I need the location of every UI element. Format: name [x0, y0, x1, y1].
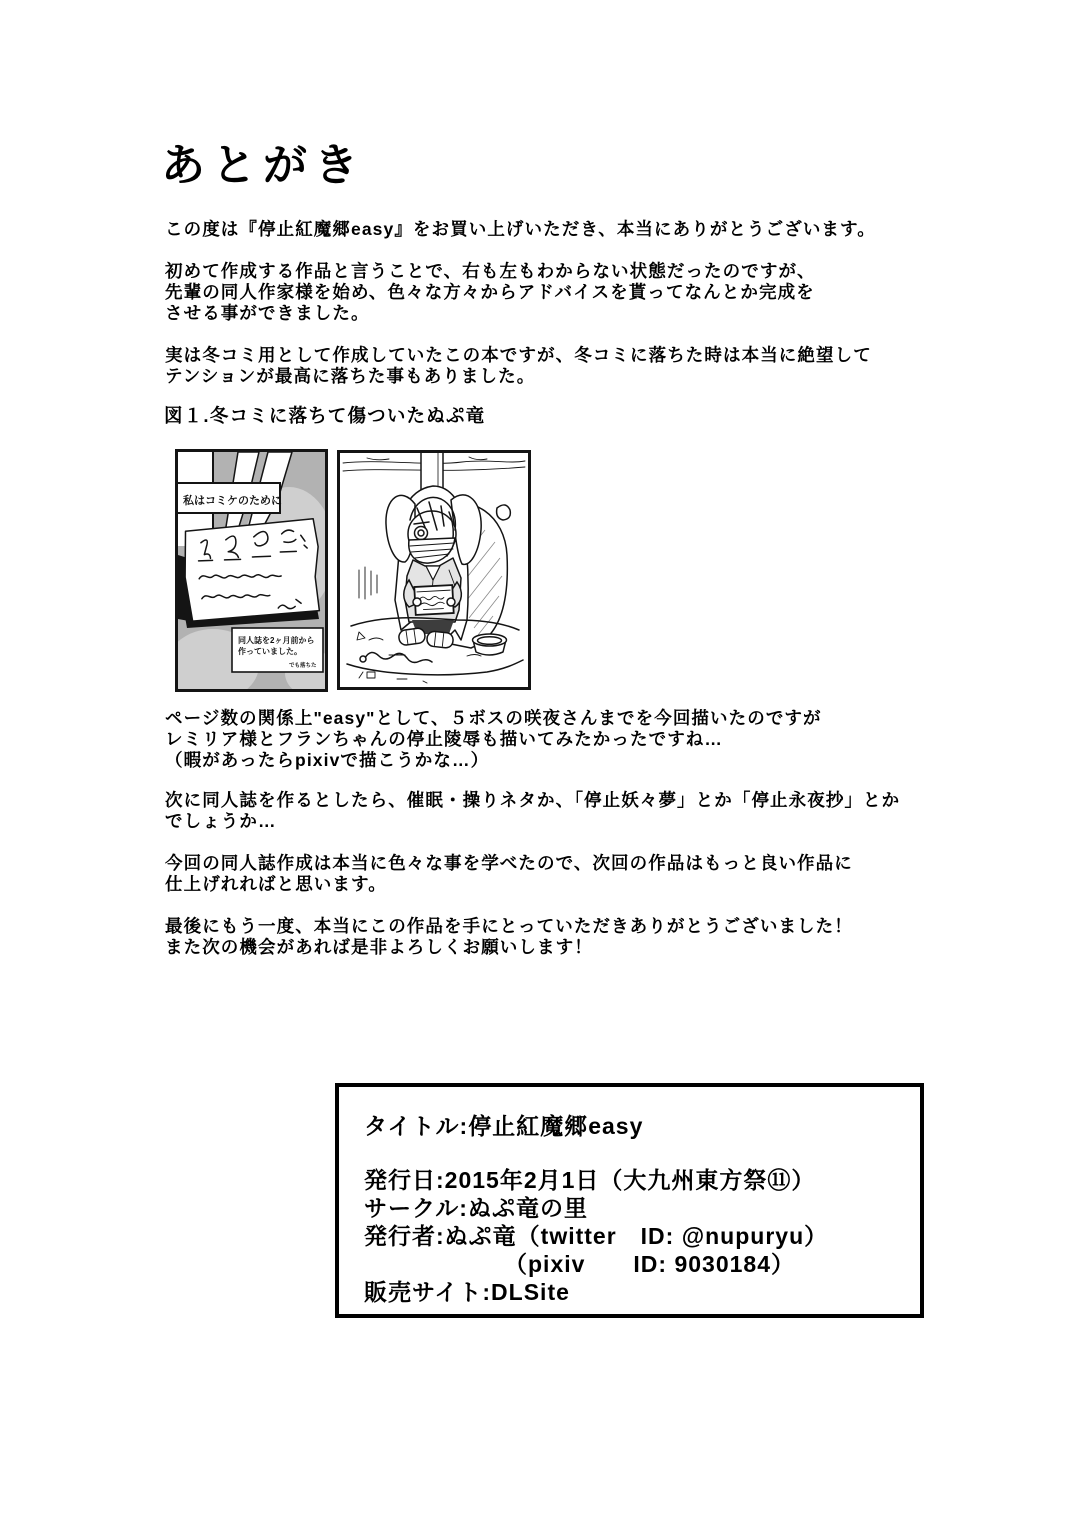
text-line: 次に同人誌を作るとしたら、催眠・操りネタか、「停止妖々夢」とか「停止永夜抄」とか: [165, 790, 901, 810]
text-line: この度は『停止紅魔郷easy』をお買い上げいただき、本当にありがとうございます。: [165, 219, 876, 239]
colophon-sales-site: 販売サイト:DLSite: [364, 1279, 570, 1305]
paragraph-comiket: [165, 345, 872, 387]
paragraph-final-thanks: [165, 916, 853, 958]
speech-bottom-note: でも落ちた: [289, 663, 317, 669]
page-title: あとがき: [161, 140, 365, 191]
text-line: 先輩の同人作家様を始め、色々な方々からアドバイスを貰ってなんとか完成を: [165, 282, 815, 302]
text-line: ページ数の関係上"easy"として、５ボスの咲夜さんまでを今回描いたのですが: [165, 708, 822, 728]
figure-caption: 図１.冬コミに落ちて傷ついたぬぷ竜: [164, 405, 486, 426]
colophon-pixiv-id: （pixiv ID: 9030184）: [504, 1251, 796, 1277]
speech-bottom-line2: 作っていました。: [238, 647, 302, 656]
paragraph-thanks: [165, 219, 876, 240]
text-line: 仕上げれればと思います。: [165, 874, 387, 894]
text-line: 初めて作成する作品と言うことで、右も左もわからない状態だったのですが、: [165, 261, 816, 281]
colophon-publish-date: 発行日:2015年2月1日（大九州東方祭⑪）: [364, 1167, 816, 1193]
text-line: でしょうか…: [165, 811, 277, 831]
colophon-circle: サークル:ぬぷ竜の里: [364, 1195, 588, 1221]
colophon-publisher: 発行者:ぬぷ竜（twitter ID: @nupuryu）: [364, 1223, 829, 1249]
text-line: させる事ができました。: [165, 303, 370, 323]
text-line: 最後にもう一度、本当にこの作品を手にとっていただきありがとうございました！: [165, 916, 853, 936]
text-line: （暇があったらpixivで描こうかな…）: [165, 750, 490, 770]
text-line: 今回の同人誌作成は本当に色々な事を学べたので、次回の作品はもっと良い作品に: [165, 853, 853, 873]
paragraph-first-work: [165, 261, 816, 324]
figure-panel-right-illustration: [337, 450, 531, 690]
text-line: テンションが最高に落ちた事もありました。: [165, 366, 536, 386]
text-line: レミリア様とフランちゃんの停止陵辱も描いてみたかったですね…: [165, 729, 723, 749]
colophon-spacer: [364, 1140, 895, 1166]
paragraph-easy-version: [165, 708, 822, 771]
speech-bottom-line1: 同人誌を2ヶ月前から: [238, 636, 315, 645]
text-line: 実は冬コミ用として作成していたこの本ですが、冬コミに落ちた時は本当に絶望して: [165, 345, 872, 365]
paragraph-lessons-learned: [165, 853, 853, 895]
colophon-box: [335, 1083, 924, 1318]
colophon-title: タイトル:停止紅魔郷easy: [364, 1113, 644, 1139]
figure-panel-left-illustration: [175, 449, 328, 692]
speech-top-text: 私はコミケのために: [183, 495, 282, 507]
paragraph-next-doujinshi: [165, 790, 900, 832]
text-line: また次の機会があれば是非よろしくお願いします！: [165, 937, 593, 957]
